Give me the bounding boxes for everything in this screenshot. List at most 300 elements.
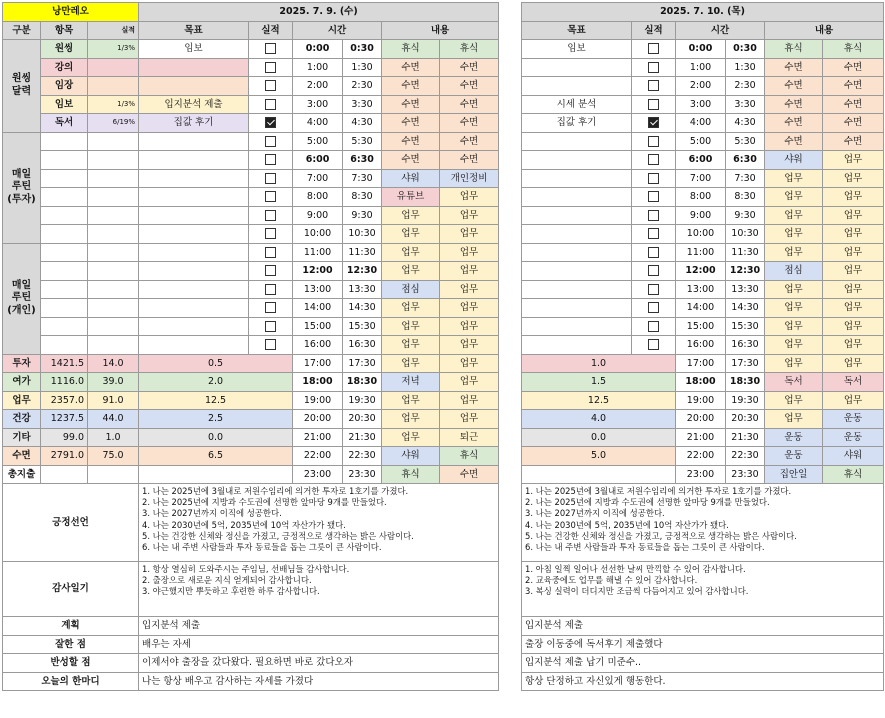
- summary-hours: 6.5: [139, 447, 293, 466]
- time-half: 9:30: [726, 206, 765, 225]
- activity-cell[interactable]: 업무: [440, 206, 499, 225]
- time-start: 17:00: [676, 354, 726, 373]
- item-label: 임보: [41, 95, 88, 114]
- time-start: 3:00: [676, 95, 726, 114]
- activity-cell[interactable]: 업무: [440, 317, 499, 336]
- daily-word-text[interactable]: 나는 항상 배우고 감사하는 자세를 가졌다: [139, 672, 499, 691]
- activity-cell[interactable]: 저녁: [382, 373, 440, 392]
- time-start: 8:00: [293, 188, 343, 207]
- time-start: 13:00: [293, 280, 343, 299]
- summary-row: [522, 465, 884, 484]
- achieved-value: 1/3%: [88, 95, 139, 114]
- checkbox-icon[interactable]: [265, 247, 276, 258]
- schedule-row: [3, 243, 499, 262]
- time-start: 22:00: [676, 447, 726, 466]
- checkbox-icon[interactable]: [265, 191, 276, 202]
- activity-cell[interactable]: 수면: [765, 58, 823, 77]
- activity-cell[interactable]: 업무: [382, 206, 440, 225]
- result-cell: [249, 299, 293, 318]
- activity-cell[interactable]: 샤워: [382, 447, 440, 466]
- schedule-row: [522, 151, 884, 170]
- goal-cell[interactable]: [522, 280, 632, 299]
- time-half: 2:30: [726, 77, 765, 96]
- checkbox-icon[interactable]: [648, 62, 659, 73]
- checkbox-icon[interactable]: [648, 173, 659, 184]
- schedule-row: [3, 206, 499, 225]
- activity-cell[interactable]: 업무: [440, 336, 499, 355]
- activity-cell[interactable]: 업무: [765, 391, 823, 410]
- activity-cell[interactable]: 퇴근: [440, 428, 499, 447]
- goal-cell[interactable]: [139, 132, 249, 151]
- goal-cell[interactable]: [522, 77, 632, 96]
- schedule-row: [3, 280, 499, 299]
- summary-hours: 5.0: [522, 447, 676, 466]
- time-half: 16:30: [726, 336, 765, 355]
- activity-cell[interactable]: 수면: [382, 132, 440, 151]
- checkbox-checked-icon[interactable]: [648, 117, 659, 128]
- achieved-value: [88, 206, 139, 225]
- checkbox-icon[interactable]: [648, 302, 659, 313]
- checkbox-icon[interactable]: [265, 321, 276, 332]
- goal-cell[interactable]: [139, 206, 249, 225]
- time-half: 0:30: [343, 40, 382, 59]
- checkbox-icon[interactable]: [265, 284, 276, 295]
- summary-row: [3, 447, 499, 466]
- activity-cell[interactable]: 업무: [440, 391, 499, 410]
- time-half: 3:30: [726, 95, 765, 114]
- activity-cell[interactable]: 업무: [440, 243, 499, 262]
- summary-row: [522, 354, 884, 373]
- checkbox-icon[interactable]: [265, 99, 276, 110]
- activity-cell[interactable]: 업무: [440, 354, 499, 373]
- summary-percent: 44.0: [88, 410, 139, 429]
- summary-row: [522, 391, 884, 410]
- time-start: 6:00: [293, 151, 343, 170]
- activity-cell[interactable]: 개인정비: [440, 169, 499, 188]
- goal-cell[interactable]: 임보: [139, 40, 249, 59]
- time-start: 19:00: [293, 391, 343, 410]
- goal-cell[interactable]: 집값 후기: [139, 114, 249, 133]
- checkbox-icon[interactable]: [265, 228, 276, 239]
- oneline-text[interactable]: 항상 단정하고 자신있게 행동한다.: [522, 672, 884, 691]
- activity-cell[interactable]: 수면: [765, 77, 823, 96]
- checkbox-icon[interactable]: [648, 43, 659, 54]
- checkbox-icon[interactable]: [648, 321, 659, 332]
- goal-header: 목표: [522, 21, 632, 40]
- activity-cell[interactable]: 수면: [440, 465, 499, 484]
- activity-cell[interactable]: 수면: [823, 114, 884, 133]
- item-label: [41, 243, 88, 262]
- checkbox-icon[interactable]: [648, 136, 659, 147]
- activity-cell[interactable]: 업무: [823, 317, 884, 336]
- result-cell: [249, 188, 293, 207]
- goal-cell[interactable]: [522, 243, 632, 262]
- goal-cell[interactable]: [522, 188, 632, 207]
- category-label: 원씽 달력: [3, 40, 41, 133]
- summary-label: 총지출: [3, 465, 41, 484]
- reflection-text[interactable]: 이제서야 출장을 갔다왔다. 필요하면 바로 갔다오자: [139, 654, 499, 673]
- result-cell: [632, 77, 676, 96]
- result-cell: [632, 317, 676, 336]
- time-start: 3:00: [293, 95, 343, 114]
- activity-cell[interactable]: 수면: [382, 95, 440, 114]
- result-cell: [632, 169, 676, 188]
- checkbox-icon[interactable]: [265, 173, 276, 184]
- time-half: 22:30: [726, 447, 765, 466]
- activity-cell[interactable]: 휴식: [382, 465, 440, 484]
- activity-cell[interactable]: 운동: [765, 428, 823, 447]
- time-half: 21:30: [343, 428, 382, 447]
- activity-cell[interactable]: 업무: [823, 336, 884, 355]
- time-start: 23:00: [676, 465, 726, 484]
- summary-total: 1116.0: [41, 373, 88, 392]
- activity-cell[interactable]: 업무: [382, 243, 440, 262]
- activity-cell[interactable]: 업무: [823, 188, 884, 207]
- activity-cell[interactable]: 업무: [382, 410, 440, 429]
- checkbox-icon[interactable]: [265, 43, 276, 54]
- activity-cell[interactable]: 샤워: [765, 151, 823, 170]
- goal-cell[interactable]: [522, 58, 632, 77]
- schedule-row: [3, 77, 499, 96]
- goal-cell[interactable]: [522, 299, 632, 318]
- goal-cell[interactable]: [139, 243, 249, 262]
- activity-cell[interactable]: 업무: [823, 391, 884, 410]
- activity-cell[interactable]: 업무: [382, 262, 440, 281]
- goal-cell[interactable]: 집값 후기: [522, 114, 632, 133]
- achieved-value: [88, 169, 139, 188]
- activity-cell[interactable]: 업무: [823, 151, 884, 170]
- goal-cell[interactable]: [139, 225, 249, 244]
- summary-total: 99.0: [41, 428, 88, 447]
- schedule-row: [3, 225, 499, 244]
- activity-cell[interactable]: 휴식: [440, 40, 499, 59]
- checkbox-icon[interactable]: [648, 247, 659, 258]
- goal-cell[interactable]: [139, 188, 249, 207]
- goal-cell[interactable]: 입지분석 제출: [139, 95, 249, 114]
- activity-cell[interactable]: 운동: [765, 447, 823, 466]
- activity-cell[interactable]: 업무: [765, 243, 823, 262]
- activity-cell[interactable]: 수면: [823, 77, 884, 96]
- schedule-row: [522, 58, 884, 77]
- activity-cell[interactable]: 업무: [823, 280, 884, 299]
- activity-cell[interactable]: 수면: [765, 132, 823, 151]
- activity-cell[interactable]: 수면: [440, 77, 499, 96]
- schedule-row: [3, 95, 499, 114]
- reflect-text[interactable]: 입지분석 제출 납기 미준수..: [522, 654, 884, 673]
- checkbox-checked-icon[interactable]: [265, 117, 276, 128]
- gratitude-label: 감사일기: [3, 562, 139, 617]
- activity-cell[interactable]: 휴식: [823, 465, 884, 484]
- schedule-row: [3, 188, 499, 207]
- checkbox-icon[interactable]: [265, 302, 276, 313]
- result-cell: [249, 280, 293, 299]
- activity-cell[interactable]: 수면: [440, 95, 499, 114]
- activity-cell[interactable]: 업무: [440, 262, 499, 281]
- activity-cell[interactable]: 업무: [382, 354, 440, 373]
- goal-cell[interactable]: [139, 262, 249, 281]
- activity-cell[interactable]: 업무: [765, 206, 823, 225]
- activity-cell[interactable]: 수면: [440, 132, 499, 151]
- daily-sheet-left: [2, 2, 499, 691]
- checkbox-icon[interactable]: [265, 154, 276, 165]
- schedule-row: [522, 114, 884, 133]
- activity-cell[interactable]: 업무: [765, 354, 823, 373]
- goal-cell[interactable]: [139, 151, 249, 170]
- time-start: 21:00: [676, 428, 726, 447]
- result-cell: [632, 40, 676, 59]
- activity-cell[interactable]: 수면: [823, 132, 884, 151]
- goal-cell[interactable]: [139, 77, 249, 96]
- summary-label: 여가: [3, 373, 41, 392]
- checkbox-icon[interactable]: [265, 136, 276, 147]
- checkbox-icon[interactable]: [648, 154, 659, 165]
- activity-cell[interactable]: 업무: [823, 243, 884, 262]
- summary-row: [522, 428, 884, 447]
- activity-cell[interactable]: 수면: [382, 58, 440, 77]
- activity-cell[interactable]: 업무: [823, 206, 884, 225]
- activity-cell[interactable]: 업무: [765, 280, 823, 299]
- schedule-row: [3, 317, 499, 336]
- activity-cell[interactable]: 휴식: [823, 40, 884, 59]
- result-cell: [249, 95, 293, 114]
- time-half: 14:30: [726, 299, 765, 318]
- goal-cell[interactable]: [522, 151, 632, 170]
- activity-cell[interactable]: 휴식: [765, 40, 823, 59]
- time-half: 6:30: [343, 151, 382, 170]
- activity-cell[interactable]: 수면: [382, 151, 440, 170]
- result-cell: [249, 225, 293, 244]
- activity-cell[interactable]: 수면: [382, 114, 440, 133]
- activity-cell[interactable]: 운동: [823, 428, 884, 447]
- result-cell: [632, 243, 676, 262]
- time-start: 20:00: [676, 410, 726, 429]
- activity-cell[interactable]: 집안일: [765, 465, 823, 484]
- activity-cell[interactable]: 샤워: [382, 169, 440, 188]
- achieved-header: 실적: [88, 21, 139, 40]
- summary-hours: 0.5: [139, 354, 293, 373]
- schedule-row: [522, 40, 884, 59]
- activity-cell[interactable]: 수면: [440, 151, 499, 170]
- achieved-value: [88, 188, 139, 207]
- checkbox-icon[interactable]: [648, 339, 659, 350]
- activity-cell[interactable]: 업무: [823, 225, 884, 244]
- item-label: [41, 188, 88, 207]
- summary-hours: 12.5: [139, 391, 293, 410]
- plan-text[interactable]: 입지분석 제출: [522, 617, 884, 636]
- goal-cell[interactable]: [139, 336, 249, 355]
- goal-cell[interactable]: [522, 169, 632, 188]
- content-header: 내용: [765, 21, 884, 40]
- activity-cell[interactable]: 독서: [823, 373, 884, 392]
- activity-cell[interactable]: 업무: [382, 391, 440, 410]
- activity-cell[interactable]: 업무: [765, 169, 823, 188]
- goal-cell[interactable]: [522, 132, 632, 151]
- time-start: 15:00: [676, 317, 726, 336]
- goal-cell[interactable]: [522, 262, 632, 281]
- time-half: 19:30: [343, 391, 382, 410]
- schedule-row: [522, 188, 884, 207]
- time-half: 10:30: [343, 225, 382, 244]
- activity-cell[interactable]: 업무: [765, 299, 823, 318]
- activity-cell[interactable]: 수면: [823, 58, 884, 77]
- goal-cell[interactable]: [139, 317, 249, 336]
- good-text[interactable]: 출장 이동중에 독서후기 제출했다: [522, 635, 884, 654]
- time-start: 11:00: [676, 243, 726, 262]
- activity-cell[interactable]: 업무: [382, 336, 440, 355]
- activity-cell[interactable]: 점심: [382, 280, 440, 299]
- plan-text[interactable]: 입지분석 제출: [139, 617, 499, 636]
- activity-cell[interactable]: 휴식: [440, 447, 499, 466]
- good-point-text[interactable]: 배우는 자세: [139, 635, 499, 654]
- result-cell: [249, 336, 293, 355]
- summary-label: 건강: [3, 410, 41, 429]
- achieved-value: [88, 58, 139, 77]
- checkbox-icon[interactable]: [648, 284, 659, 295]
- daily-sheet-right: [521, 2, 884, 691]
- activity-cell[interactable]: 업무: [765, 410, 823, 429]
- item-label: [41, 299, 88, 318]
- activity-cell[interactable]: 업무: [765, 188, 823, 207]
- time-start: 1:00: [293, 58, 343, 77]
- affirmation-label: 긍정선언: [3, 484, 139, 562]
- checkbox-icon[interactable]: [265, 265, 276, 276]
- time-start: 0:00: [293, 40, 343, 59]
- schedule-row: [3, 40, 499, 59]
- time-half: 8:30: [343, 188, 382, 207]
- activity-cell[interactable]: 샤워: [823, 447, 884, 466]
- schedule-row: [522, 225, 884, 244]
- activity-cell[interactable]: 업무: [382, 428, 440, 447]
- activity-cell[interactable]: 업무: [823, 354, 884, 373]
- time-half: 12:30: [343, 262, 382, 281]
- time-half: 15:30: [726, 317, 765, 336]
- goal-cell[interactable]: [522, 225, 632, 244]
- schedule-row: [522, 132, 884, 151]
- activity-cell[interactable]: 업무: [382, 225, 440, 244]
- time-start: 12:00: [676, 262, 726, 281]
- activity-cell[interactable]: 독서: [765, 373, 823, 392]
- activity-cell[interactable]: 업무: [382, 299, 440, 318]
- checkbox-icon[interactable]: [648, 210, 659, 221]
- activity-cell[interactable]: 휴식: [382, 40, 440, 59]
- activity-cell[interactable]: 업무: [823, 169, 884, 188]
- activity-cell[interactable]: 유튜브: [382, 188, 440, 207]
- checkbox-icon[interactable]: [648, 265, 659, 276]
- time-start: 16:00: [676, 336, 726, 355]
- result-cell: [632, 114, 676, 133]
- goal-cell[interactable]: [139, 299, 249, 318]
- affirmation-text[interactable]: 1. 나는 2025년에 3월내로 저원수임리에 의거한 투자로 1호기를 가졌다. 2. 나는 2025년에 지방과 수도권에 선명한 앞마당 9개를 만들었다. 3. 나는 2027년까지 이직에 성공한다. 4. 나는 2030년에 5억, 2035년에 10억 자산가가 됐다. 5. 나는 건강한 신체와 정신을 가졌고, 긍정적으로 생각하는 밝은 사람이다. 6. 나는 내 주변 사람들과 투자 동료들을 돕는 그릇이 큰 사람이다.: [522, 484, 884, 562]
- achieved-value: [88, 132, 139, 151]
- goal-cell[interactable]: [139, 280, 249, 299]
- category-label: 매일 루틴 (개인): [3, 243, 41, 354]
- activity-cell[interactable]: 업무: [440, 280, 499, 299]
- checkbox-icon[interactable]: [648, 80, 659, 91]
- time-start: 1:00: [676, 58, 726, 77]
- goal-cell[interactable]: 시세 분석: [522, 95, 632, 114]
- activity-cell[interactable]: 수면: [823, 95, 884, 114]
- time-start: 14:00: [293, 299, 343, 318]
- activity-cell[interactable]: 업무: [440, 410, 499, 429]
- activity-cell[interactable]: 수면: [440, 114, 499, 133]
- summary-hours: 2.5: [139, 410, 293, 429]
- time-half: 4:30: [726, 114, 765, 133]
- goal-cell[interactable]: 임보: [522, 40, 632, 59]
- summary-percent: 91.0: [88, 391, 139, 410]
- schedule-row: [522, 95, 884, 114]
- activity-cell[interactable]: 점심: [765, 262, 823, 281]
- date-header: 2025. 7. 9. (수): [139, 3, 499, 22]
- result-cell: [249, 206, 293, 225]
- goal-cell[interactable]: [139, 58, 249, 77]
- schedule-row: [522, 317, 884, 336]
- result-cell: [249, 262, 293, 281]
- content-header: 내용: [382, 21, 499, 40]
- summary-percent: 1.0: [88, 428, 139, 447]
- item-label: [41, 317, 88, 336]
- goal-cell[interactable]: [522, 206, 632, 225]
- activity-cell[interactable]: 수면: [765, 114, 823, 133]
- activity-cell[interactable]: 업무: [765, 336, 823, 355]
- activity-cell[interactable]: 업무: [440, 188, 499, 207]
- time-half: 18:30: [343, 373, 382, 392]
- activity-cell[interactable]: 업무: [382, 317, 440, 336]
- activity-cell[interactable]: 업무: [765, 317, 823, 336]
- time-half: 23:30: [726, 465, 765, 484]
- activity-cell[interactable]: 운동: [823, 410, 884, 429]
- summary-hours: [522, 465, 676, 484]
- checkbox-icon[interactable]: [265, 210, 276, 221]
- time-half: 13:30: [343, 280, 382, 299]
- result-cell: [632, 262, 676, 281]
- goal-cell[interactable]: [139, 169, 249, 188]
- time-half: 5:30: [726, 132, 765, 151]
- gratitude-text[interactable]: 1. 아침 일찍 일어나 선선한 날씨 만끽할 수 있어 감사합니다. 2. 교육중에도 업무를 해낼 수 있어 감사합니다. 3. 복싱 실력이 더디지만 조금씩 다듬어지고 있어 감사합니다.: [522, 562, 884, 617]
- activity-cell[interactable]: 수면: [765, 95, 823, 114]
- time-start: 19:00: [676, 391, 726, 410]
- time-start: 5:00: [293, 132, 343, 151]
- activity-cell[interactable]: 수면: [440, 58, 499, 77]
- goal-cell[interactable]: [522, 336, 632, 355]
- activity-cell[interactable]: 수면: [382, 77, 440, 96]
- activity-cell[interactable]: 업무: [823, 262, 884, 281]
- activity-cell[interactable]: 업무: [440, 373, 499, 392]
- activity-cell[interactable]: 업무: [440, 299, 499, 318]
- checkbox-icon[interactable]: [648, 99, 659, 110]
- checkbox-icon[interactable]: [265, 62, 276, 73]
- gratitude-text[interactable]: 1. 항상 열심히 도와주시는 주임님, 선배님들 감사합니다. 2. 출장으로 새로운 지식 얻게되어 감사합니다. 3. 야근했지만 뿌듯하고 후련한 하루 감사합니다.: [139, 562, 499, 617]
- schedule-row: [522, 280, 884, 299]
- checkbox-icon[interactable]: [648, 228, 659, 239]
- affirmation-text[interactable]: 1. 나는 2025년에 3월내로 저원수임리에 의거한 투자로 1호기를 가졌다. 2. 나는 2025년에 지방과 수도권에 선명한 앞마당 9개를 만들었다. 3. 나는 2027년까지 이직에 성공한다. 4. 나는 2030년에 5억, 2035년에 10억 자산가가 됐다. 5. 나는 건강한 신체와 정신을 가졌고, 긍정적으로 생각하는 밝은 사람이다. 6. 나는 내 주변 사람들과 투자 동료들을 돕는 그릇이 큰 사람이다.: [139, 484, 499, 562]
- summary-total: 1421.5: [41, 354, 88, 373]
- checkbox-icon[interactable]: [265, 339, 276, 350]
- checkbox-icon[interactable]: [265, 80, 276, 91]
- achieved-value: [88, 77, 139, 96]
- result-cell: [632, 336, 676, 355]
- item-label: [41, 225, 88, 244]
- summary-row: [3, 428, 499, 447]
- activity-cell[interactable]: 업무: [765, 225, 823, 244]
- activity-cell[interactable]: 업무: [823, 299, 884, 318]
- summary-total: [41, 465, 88, 484]
- time-half: 17:30: [726, 354, 765, 373]
- goal-cell[interactable]: [522, 317, 632, 336]
- checkbox-icon[interactable]: [648, 191, 659, 202]
- result-cell: [249, 169, 293, 188]
- time-half: 1:30: [343, 58, 382, 77]
- activity-cell[interactable]: 업무: [440, 225, 499, 244]
